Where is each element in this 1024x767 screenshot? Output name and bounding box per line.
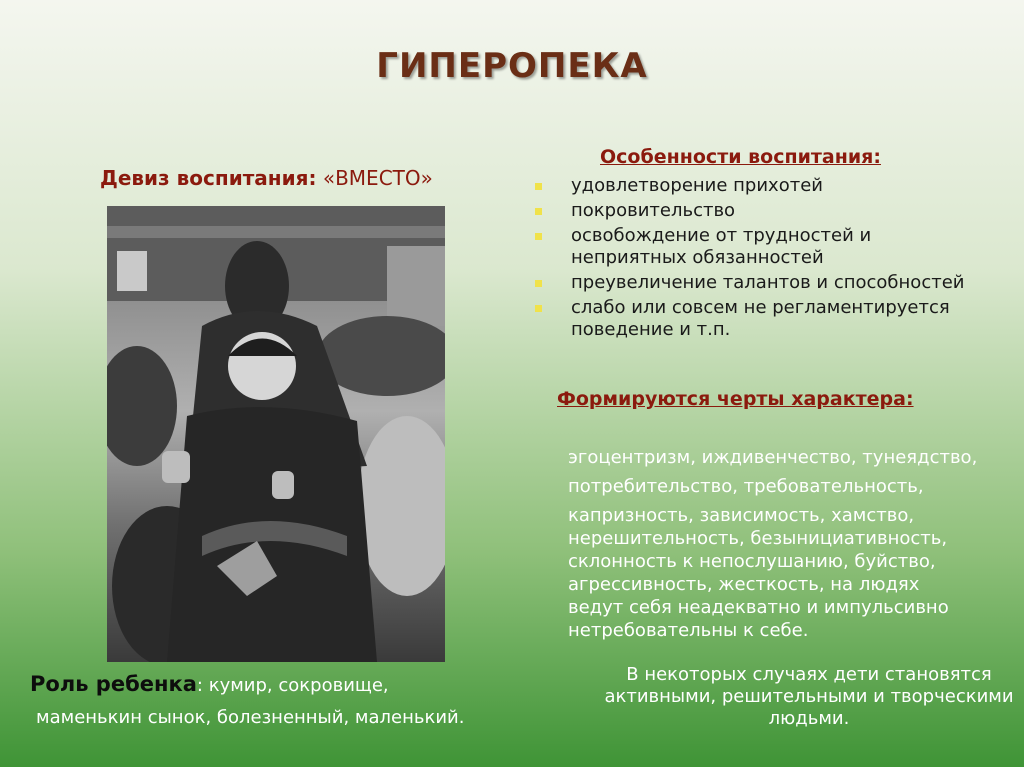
bullet-icon <box>535 305 542 312</box>
traits-line: ведут себя неадекватно и импульсивно <box>568 597 949 618</box>
photo-father-carrying-child <box>107 206 445 662</box>
list-item-text: покровительство <box>571 200 736 221</box>
motto-value: «ВМЕСТО» <box>322 166 433 190</box>
bullet-icon <box>535 233 542 240</box>
photo-illustration <box>107 206 445 662</box>
list-item <box>534 200 1014 222</box>
list-item <box>534 297 1001 341</box>
bullet-icon <box>535 280 542 287</box>
traits-heading: Формируются черты характера: <box>557 388 914 410</box>
traits-line: нерешительность, безынициативность, <box>568 528 948 549</box>
traits-line: эгоцентризм, иждивенчество, тунеядство, <box>568 447 978 468</box>
list-item-text: освобождение от трудностей и неприятных обязанностей <box>571 225 872 268</box>
traits-text <box>568 446 1018 642</box>
traits-line: агрессивность, жесткость, на людях <box>568 574 920 595</box>
list-item-text: удовлетворение прихотей <box>571 175 823 196</box>
list-item <box>534 225 901 269</box>
slide-title: ГИПЕРОПЕКА <box>376 46 648 86</box>
traits-line: нетребовательны к себе. <box>568 620 809 641</box>
features-list <box>534 175 1014 344</box>
upbringing-motto <box>100 166 433 190</box>
role-line1: : кумир, сокровище, <box>196 675 389 696</box>
role-label: Роль ребенка <box>30 672 197 696</box>
traits-line: капризность, зависимость, хамство, <box>568 505 915 526</box>
list-item <box>534 272 1014 294</box>
closing-note: В некоторых случаях дети становятся активными, решительными и творческими людьми. <box>604 664 1014 729</box>
traits-line: потребительство, требовательность, <box>568 476 924 497</box>
list-item-text: слабо или совсем не регламентируется поведение и т.п. <box>571 297 950 340</box>
list-item-text: преувеличение талантов и способностей <box>571 272 965 293</box>
child-role <box>30 668 510 734</box>
bullet-icon <box>535 183 542 190</box>
features-heading: Особенности воспитания: <box>600 146 881 168</box>
motto-label: Девиз воспитания: <box>100 166 317 190</box>
bullet-icon <box>535 208 542 215</box>
role-line2: маменькин сынок, болезненный, маленький. <box>36 707 465 728</box>
list-item <box>534 175 1014 197</box>
traits-line: склонность к непослушанию, буйство, <box>568 551 936 572</box>
